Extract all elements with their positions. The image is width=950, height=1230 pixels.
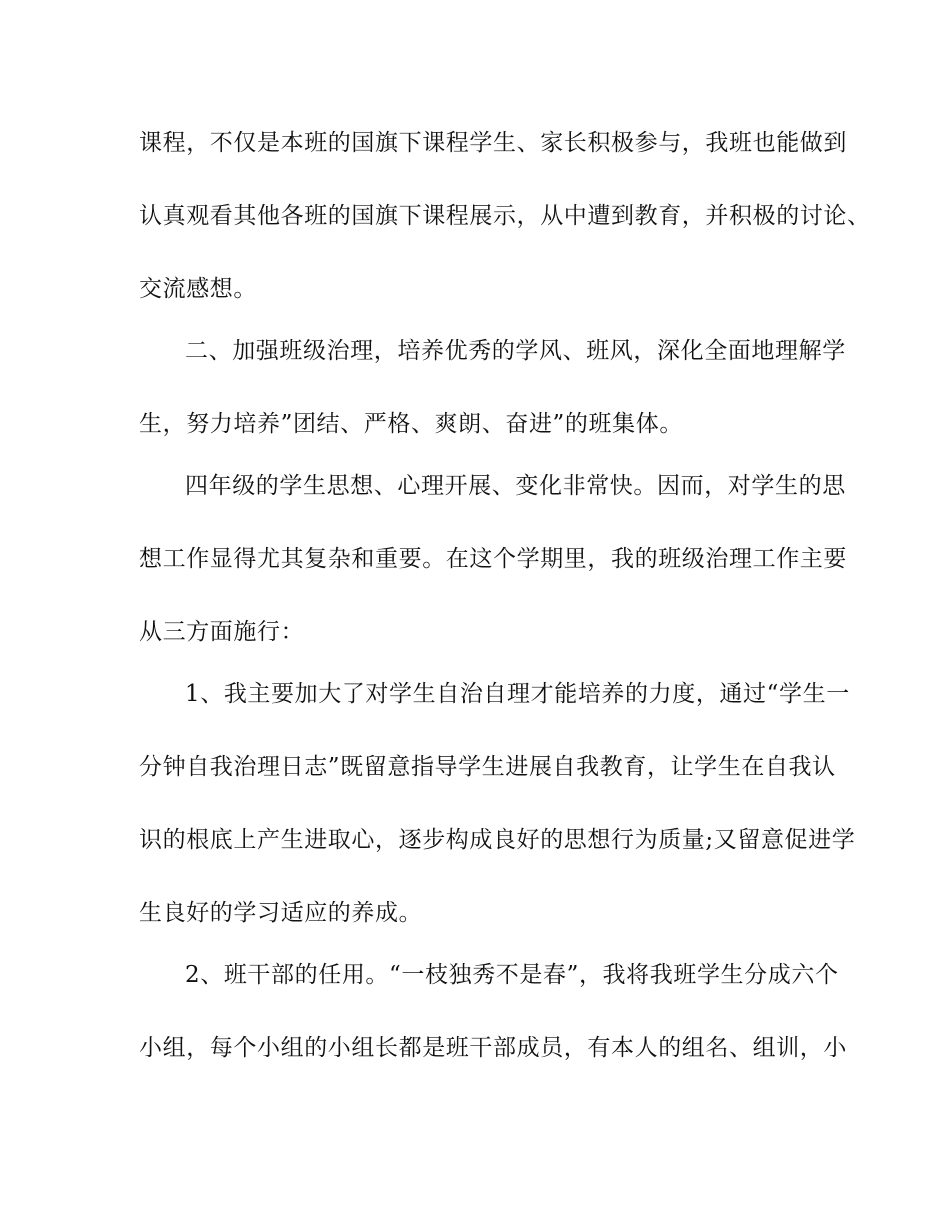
text-line-9: 1、我主要加大了对学生自治自理才能培养的力度，通过“学生一	[185, 681, 850, 707]
text-line-2: 认真观看其他各班的国旗下课程展示，从中遭到教育，并积极的讨论、	[139, 203, 871, 229]
text-line-5: 生，努力培养”团结、严格、爽朗、奋进”的班集体。	[139, 411, 683, 437]
text-line-12: 生良好的学习适应的养成。	[139, 900, 423, 926]
text-line-14: 小组，每个小组的小组长都是班干部成员，有本人的组名、组训，小	[139, 1035, 847, 1061]
text-line-3: 交流感想。	[139, 276, 257, 302]
text-line-7: 想工作显得尤其复杂和重要。在这个学期里，我的班级治理工作主要	[139, 546, 847, 572]
text-line-4: 二、加强班级治理，培养优秀的学风、班风，深化全面地理解学	[185, 338, 846, 364]
text-line-6: 四年级的学生思想、心理开展、变化非常快。因而，对学生的思	[185, 473, 846, 499]
text-line-10: 分钟自我治理日志”既留意指导学生进展自我教育，让学生在自我认	[139, 754, 836, 780]
text-line-13: 2、班干部的任用。“一枝独秀不是春”，我将我班学生分成六个	[185, 962, 839, 988]
text-line-1: 课程，不仅是本班的国旗下课程学生、家长积极参与，我班也能做到	[139, 130, 847, 156]
text-line-11: 识的根底上产生进取心，逐步构成良好的思想行为质量;又留意促进学	[139, 827, 856, 853]
text-line-8: 从三方面施行：	[139, 619, 305, 645]
